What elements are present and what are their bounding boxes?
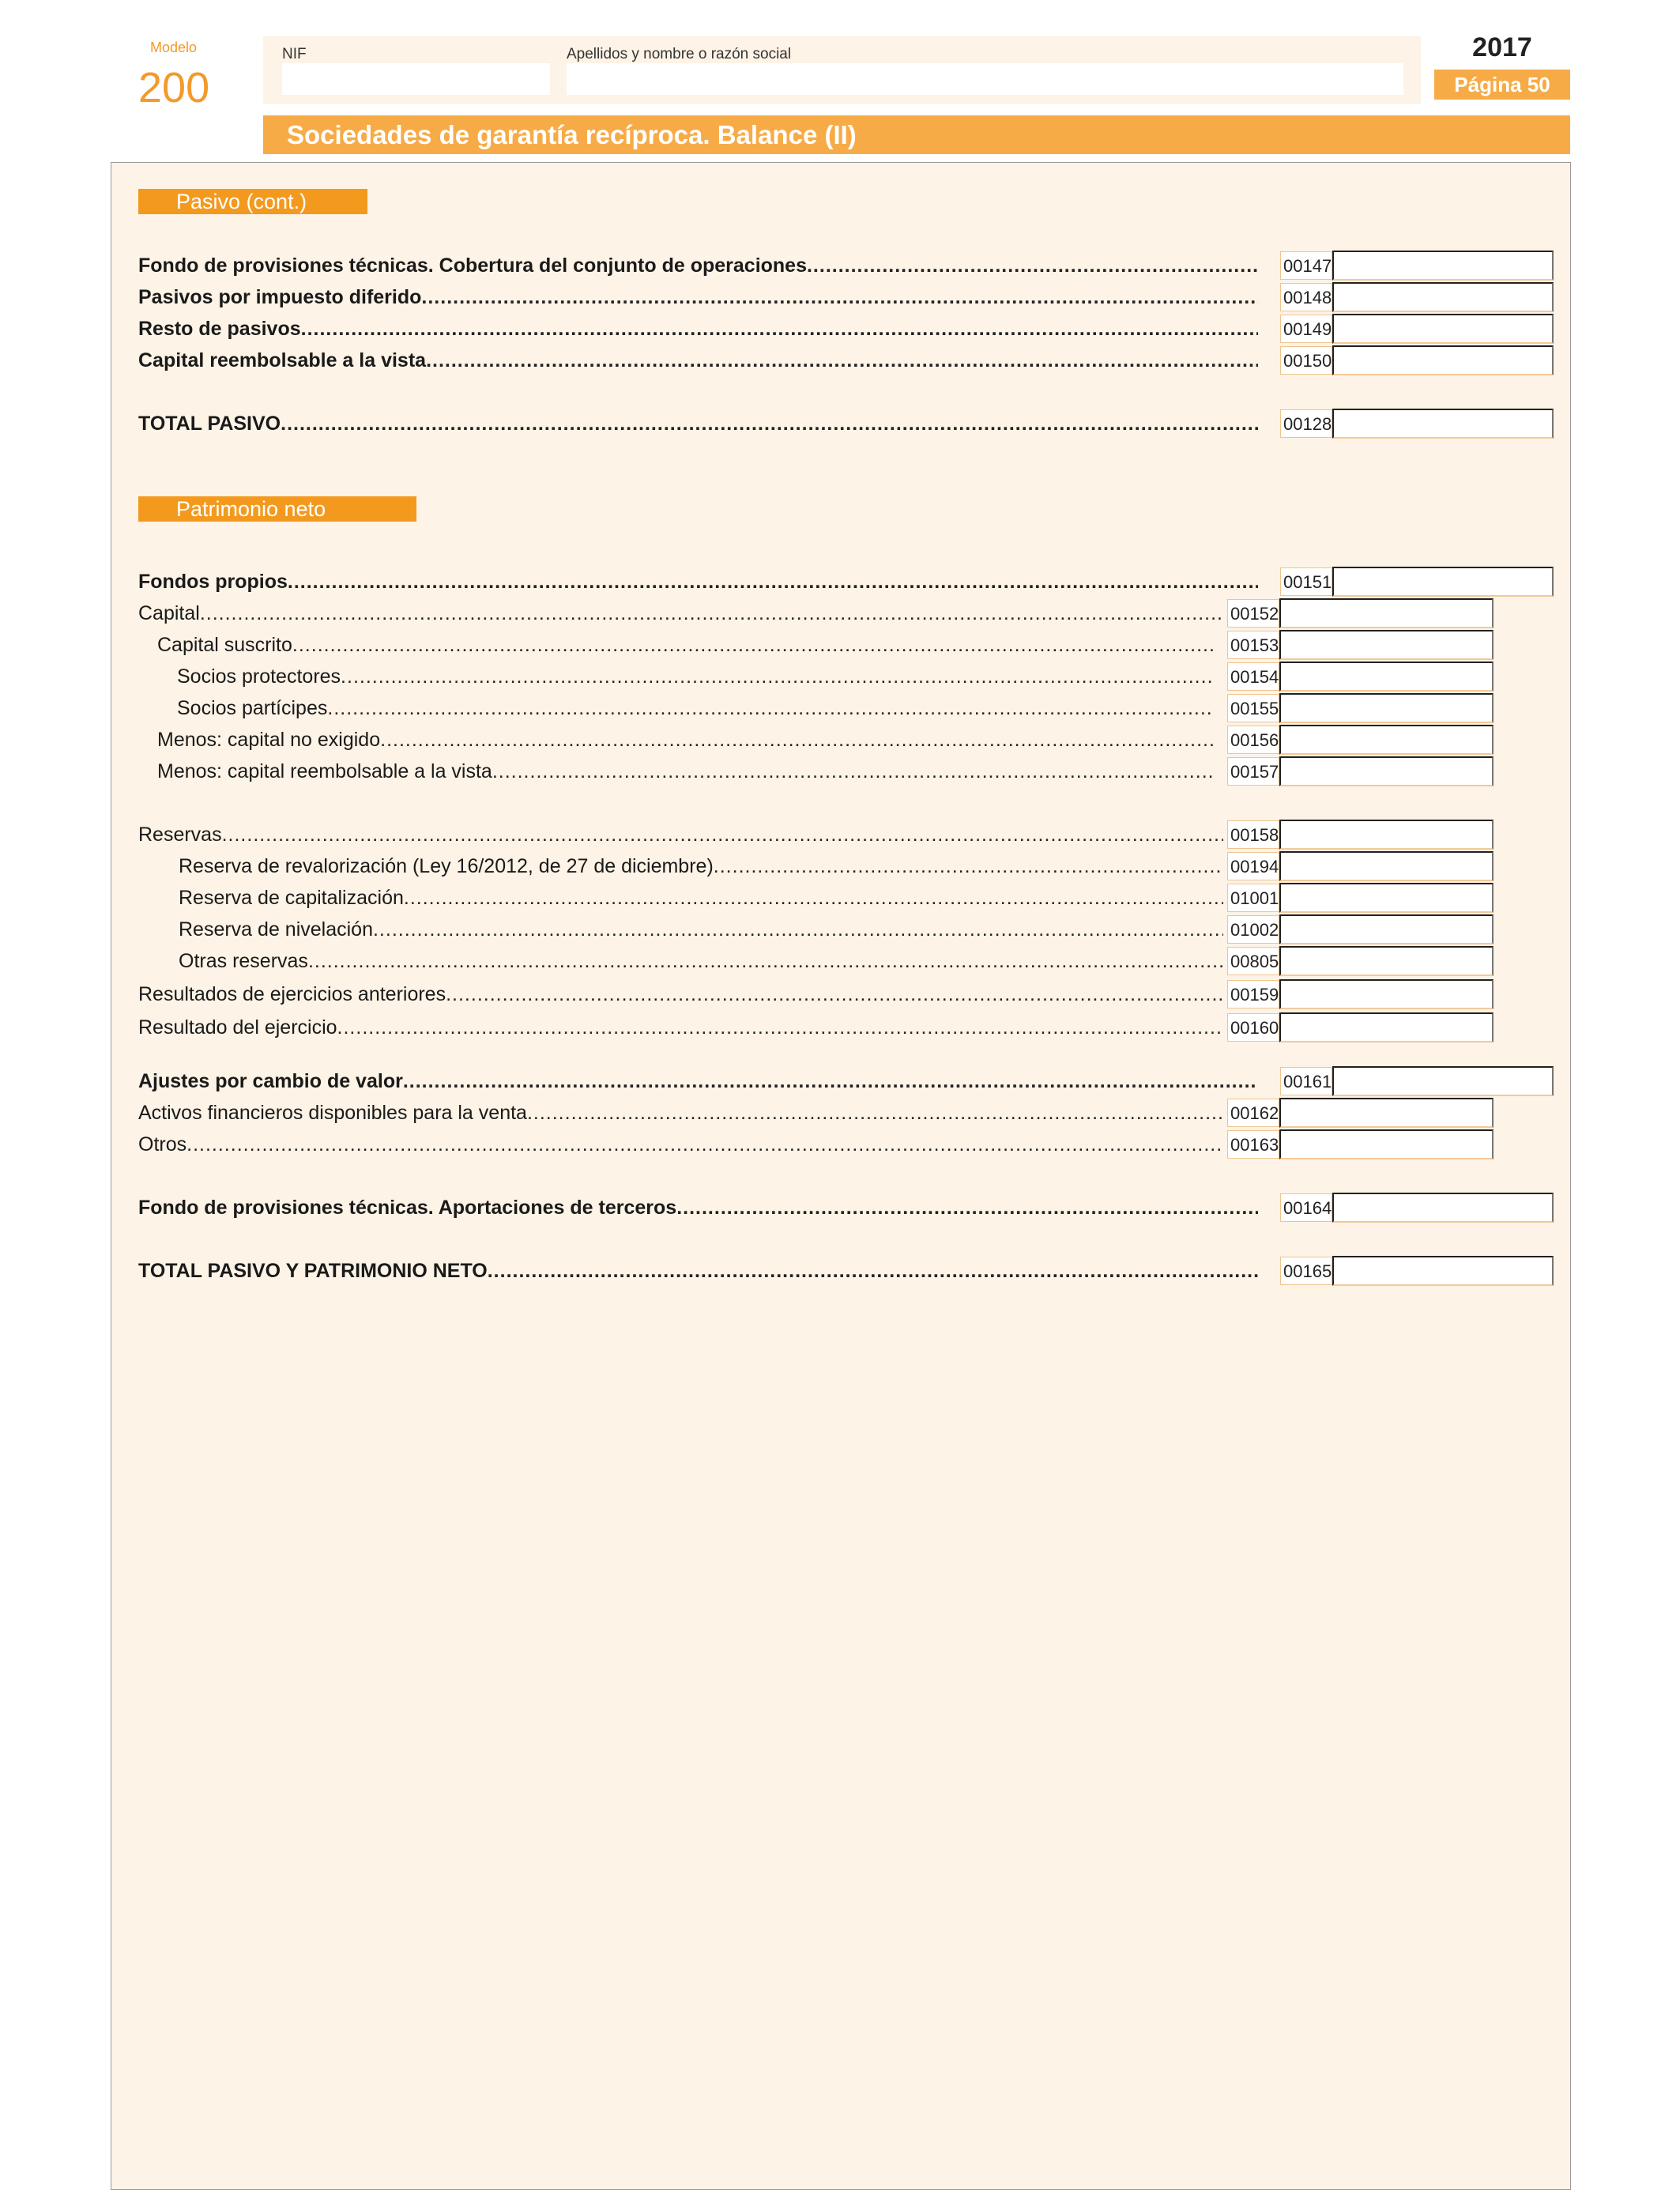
row-label: Ajustes por cambio de valor ..... bbox=[138, 1067, 1258, 1095]
value-field[interactable] bbox=[1279, 979, 1494, 1009]
value-field[interactable] bbox=[1279, 725, 1494, 755]
nif-label: NIF bbox=[282, 46, 307, 62]
value-field[interactable] bbox=[1332, 1193, 1554, 1223]
value-field[interactable] bbox=[1332, 282, 1554, 312]
row-label: Reservas ..... bbox=[138, 820, 1223, 849]
value-field[interactable] bbox=[1332, 251, 1554, 281]
page-title: Sociedades de garantía recíproca. Balance (II) bbox=[263, 115, 1570, 154]
box-code: 00165 bbox=[1280, 1257, 1332, 1285]
box-code: 00160 bbox=[1227, 1013, 1279, 1042]
value-field[interactable] bbox=[1332, 314, 1554, 344]
box-code: 00148 bbox=[1280, 283, 1332, 311]
row-label: Resultado del ejercicio ..... bbox=[138, 1013, 1223, 1042]
row-label: Pasivos por impuesto diferido ..... bbox=[138, 283, 1258, 311]
row-label: Otras reservas ..... bbox=[179, 947, 1223, 975]
box-code: 00157 bbox=[1227, 757, 1279, 786]
value-field[interactable] bbox=[1279, 1012, 1494, 1042]
row-label: Fondo de provisiones técnicas. Aportaciones de terceros ..... bbox=[138, 1193, 1258, 1222]
row-label: Activos financieros disponibles para la venta ..... bbox=[138, 1099, 1223, 1127]
modelo-number: 200 bbox=[138, 64, 210, 111]
page-badge: Página 50 bbox=[1434, 70, 1570, 100]
row-label: Resto de pasivos ..... bbox=[138, 315, 1258, 343]
nif-field[interactable] bbox=[282, 63, 550, 95]
name-field[interactable] bbox=[567, 63, 1403, 95]
box-code: 00194 bbox=[1227, 852, 1279, 880]
modelo-label: Modelo bbox=[150, 40, 198, 55]
value-field[interactable] bbox=[1332, 1066, 1554, 1096]
box-code: 00150 bbox=[1280, 346, 1332, 375]
row-label: TOTAL PASIVO Y PATRIMONIO NETO ..... bbox=[138, 1257, 1258, 1285]
section-patrimonio: Patrimonio neto bbox=[138, 496, 416, 522]
value-field[interactable] bbox=[1332, 345, 1554, 375]
row-label: TOTAL PASIVO ..... bbox=[138, 409, 1258, 438]
form-body bbox=[111, 162, 1571, 2190]
row-label: Otros ..... bbox=[138, 1130, 1223, 1159]
value-field[interactable] bbox=[1279, 914, 1494, 944]
name-label: Apellidos y nombre o razón social bbox=[567, 46, 792, 62]
value-field[interactable] bbox=[1279, 883, 1494, 913]
box-code: 00154 bbox=[1227, 662, 1279, 691]
box-code: 00163 bbox=[1227, 1130, 1279, 1159]
year-label: 2017 bbox=[1434, 35, 1570, 58]
value-field[interactable] bbox=[1279, 851, 1494, 881]
row-label: Menos: capital no exigido ..... bbox=[157, 726, 1213, 754]
box-code: 00161 bbox=[1280, 1067, 1332, 1095]
box-code: 01002 bbox=[1227, 915, 1279, 944]
row-label: Socios partícipes ..... bbox=[177, 694, 1213, 722]
box-code: 00128 bbox=[1280, 409, 1332, 438]
box-code: 00162 bbox=[1227, 1099, 1279, 1127]
value-field[interactable] bbox=[1279, 820, 1494, 850]
section-pasivo: Pasivo (cont.) bbox=[138, 189, 367, 214]
value-field[interactable] bbox=[1279, 946, 1494, 976]
box-code: 00149 bbox=[1280, 315, 1332, 343]
box-code: 00151 bbox=[1280, 567, 1332, 596]
row-label: Capital reembolsable a la vista ..... bbox=[138, 346, 1258, 375]
row-label: Capital ..... bbox=[138, 599, 1223, 628]
row-label: Capital suscrito ..... bbox=[157, 631, 1213, 659]
box-code: 01001 bbox=[1227, 884, 1279, 912]
row-label: Reserva de revalorización (Ley 16/2012, de 27 de diciembre) ..... bbox=[179, 852, 1223, 880]
value-field[interactable] bbox=[1279, 693, 1494, 723]
box-code: 00164 bbox=[1280, 1193, 1332, 1222]
value-field[interactable] bbox=[1279, 1098, 1494, 1128]
value-field[interactable] bbox=[1279, 630, 1494, 660]
value-field[interactable] bbox=[1279, 1129, 1494, 1159]
row-label: Socios protectores ..... bbox=[177, 662, 1213, 691]
row-label: Resultados de ejercicios anteriores ..... bbox=[138, 980, 1223, 1008]
row-label: Reserva de nivelación ..... bbox=[179, 915, 1223, 944]
value-field[interactable] bbox=[1332, 567, 1554, 597]
row-label: Reserva de capitalización ..... bbox=[179, 884, 1223, 912]
value-field[interactable] bbox=[1332, 409, 1554, 439]
value-field[interactable] bbox=[1279, 598, 1494, 628]
box-code: 00147 bbox=[1280, 251, 1332, 280]
box-code: 00159 bbox=[1227, 980, 1279, 1008]
value-field[interactable] bbox=[1279, 756, 1494, 786]
box-code: 00155 bbox=[1227, 694, 1279, 722]
box-code: 00152 bbox=[1227, 599, 1279, 628]
row-label: Fondo de provisiones técnicas. Cobertura del conjunto de operaciones ..... bbox=[138, 251, 1258, 280]
box-code: 00153 bbox=[1227, 631, 1279, 659]
box-code: 00158 bbox=[1227, 820, 1279, 849]
value-field[interactable] bbox=[1332, 1256, 1554, 1286]
box-code: 00156 bbox=[1227, 726, 1279, 754]
box-code: 00805 bbox=[1227, 947, 1279, 975]
value-field[interactable] bbox=[1279, 662, 1494, 692]
row-label: Menos: capital reembolsable a la vista ..... bbox=[157, 757, 1213, 786]
row-label: Fondos propios ..... bbox=[138, 567, 1258, 596]
